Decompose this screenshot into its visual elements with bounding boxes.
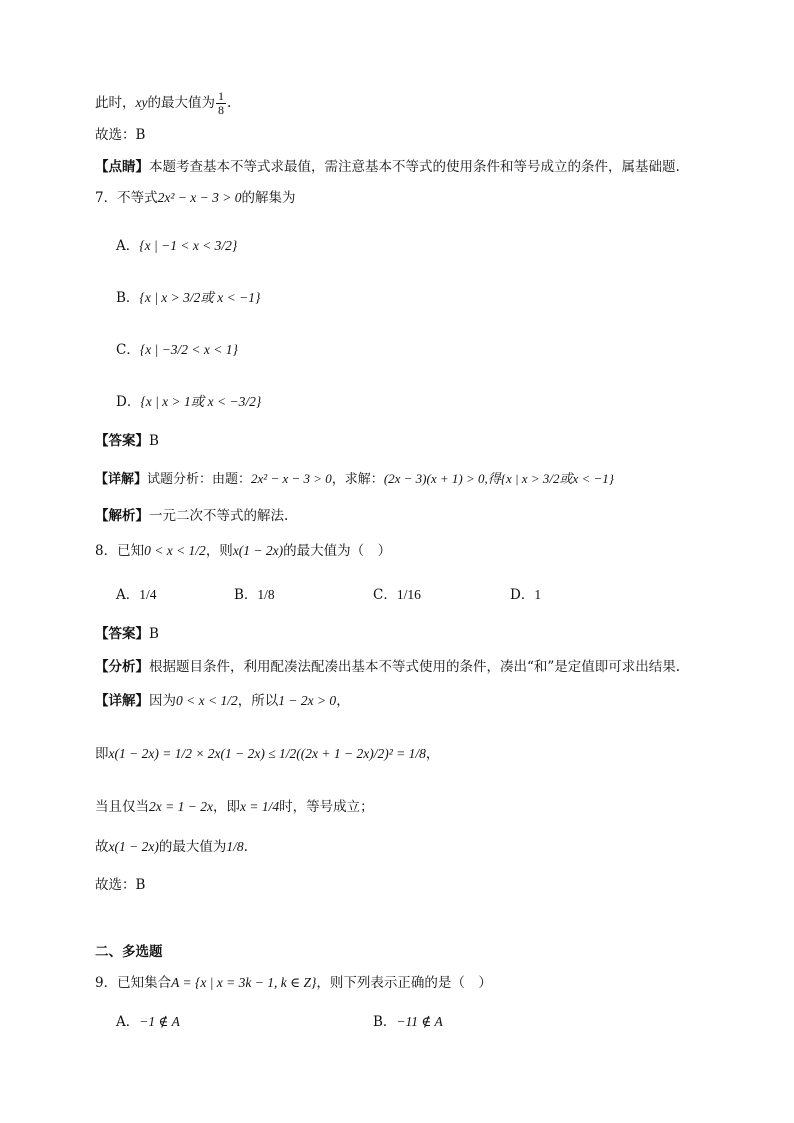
q6-suffix: 的最大值为 [147, 95, 215, 111]
q6-var: xy [135, 95, 148, 110]
q8-option-c: C．1/16 [373, 587, 421, 603]
q7-option-a: A．{x | −1 < x < 3/2} [116, 238, 238, 254]
section-title: 二、多选题 [95, 944, 163, 960]
q7-expr: 2x² − x − 3 > 0 [157, 190, 242, 205]
q8-answer: 【答案】B [95, 626, 159, 642]
q7-detail: 【详解】试题分析：由题：2x² − x − 3 > 0，求解：(2x − 3)(x + 1) > 0,得{x | x > 3/2或x < −1} [95, 471, 614, 487]
q7-stem: 7．不等式2x² − x − 3 > 0的解集为 [95, 190, 296, 206]
q6-text: 此时， [95, 95, 136, 111]
q9-option-a: A．−1 ∉ A [116, 1014, 180, 1030]
q8-option-b: B．1/8 [234, 587, 275, 603]
q8-detail-1: 【详解】因为0 < x < 1/2，所以1 − 2x > 0， [95, 693, 350, 709]
q8-stem: 8．已知0 < x < 1/2，则x(1 − 2x)的最大值为（ ） [95, 543, 392, 559]
q8-fenxi: 【分析】根据题目条件，利用配凑法配凑出基本不等式使用的条件，凑出“和”是定值即可求出结果. [95, 659, 681, 675]
q8-detail-2: 即x(1 − 2x) = 1/2 × 2x(1 − 2x) ≤ 1/2((2x + 1 − 2x)/2)² = 1/8， [95, 746, 440, 762]
q7-analysis: 【解析】一元二次不等式的解法. [95, 508, 289, 524]
q9-stem: 9．已知集合A = {x | x = 3k − 1, k ∈ Z}，则下列表示正确的是（ ） [95, 975, 492, 991]
q8-detail-4: 故x(1 − 2x)的最大值为1/8. [95, 839, 248, 855]
q8-detail-3: 当且仅当2x = 1 − 2x，即x = 1/4时，等号成立； [95, 799, 374, 815]
q8-option-a: A．1/4 [116, 587, 157, 603]
q7-option-d: D．{x | x > 1或 x < −3/2} [116, 394, 262, 410]
q6-frac: $\frac{1}{8}$ [217, 89, 224, 117]
q7-answer: 【答案】B [95, 433, 159, 449]
q6-note: 【点睛】本题考查基本不等式求最值，需注意基本不等式的使用条件和等号成立的条件，属基础题. [95, 159, 680, 175]
q6-choice: 故选：B [95, 127, 146, 143]
q6-max-line: 此时，xy的最大值为 $\frac{1}{8}$ . [95, 89, 232, 117]
q8-option-d: D．1 [510, 587, 542, 603]
q7-option-b: B．{x | x > 3/2或 x < −1} [116, 290, 261, 306]
q9-option-b: B．−11 ∉ A [373, 1014, 443, 1030]
q7-option-c: C．{x | −3/2 < x < 1} [116, 342, 238, 358]
q8-choice: 故选：B [95, 877, 146, 893]
